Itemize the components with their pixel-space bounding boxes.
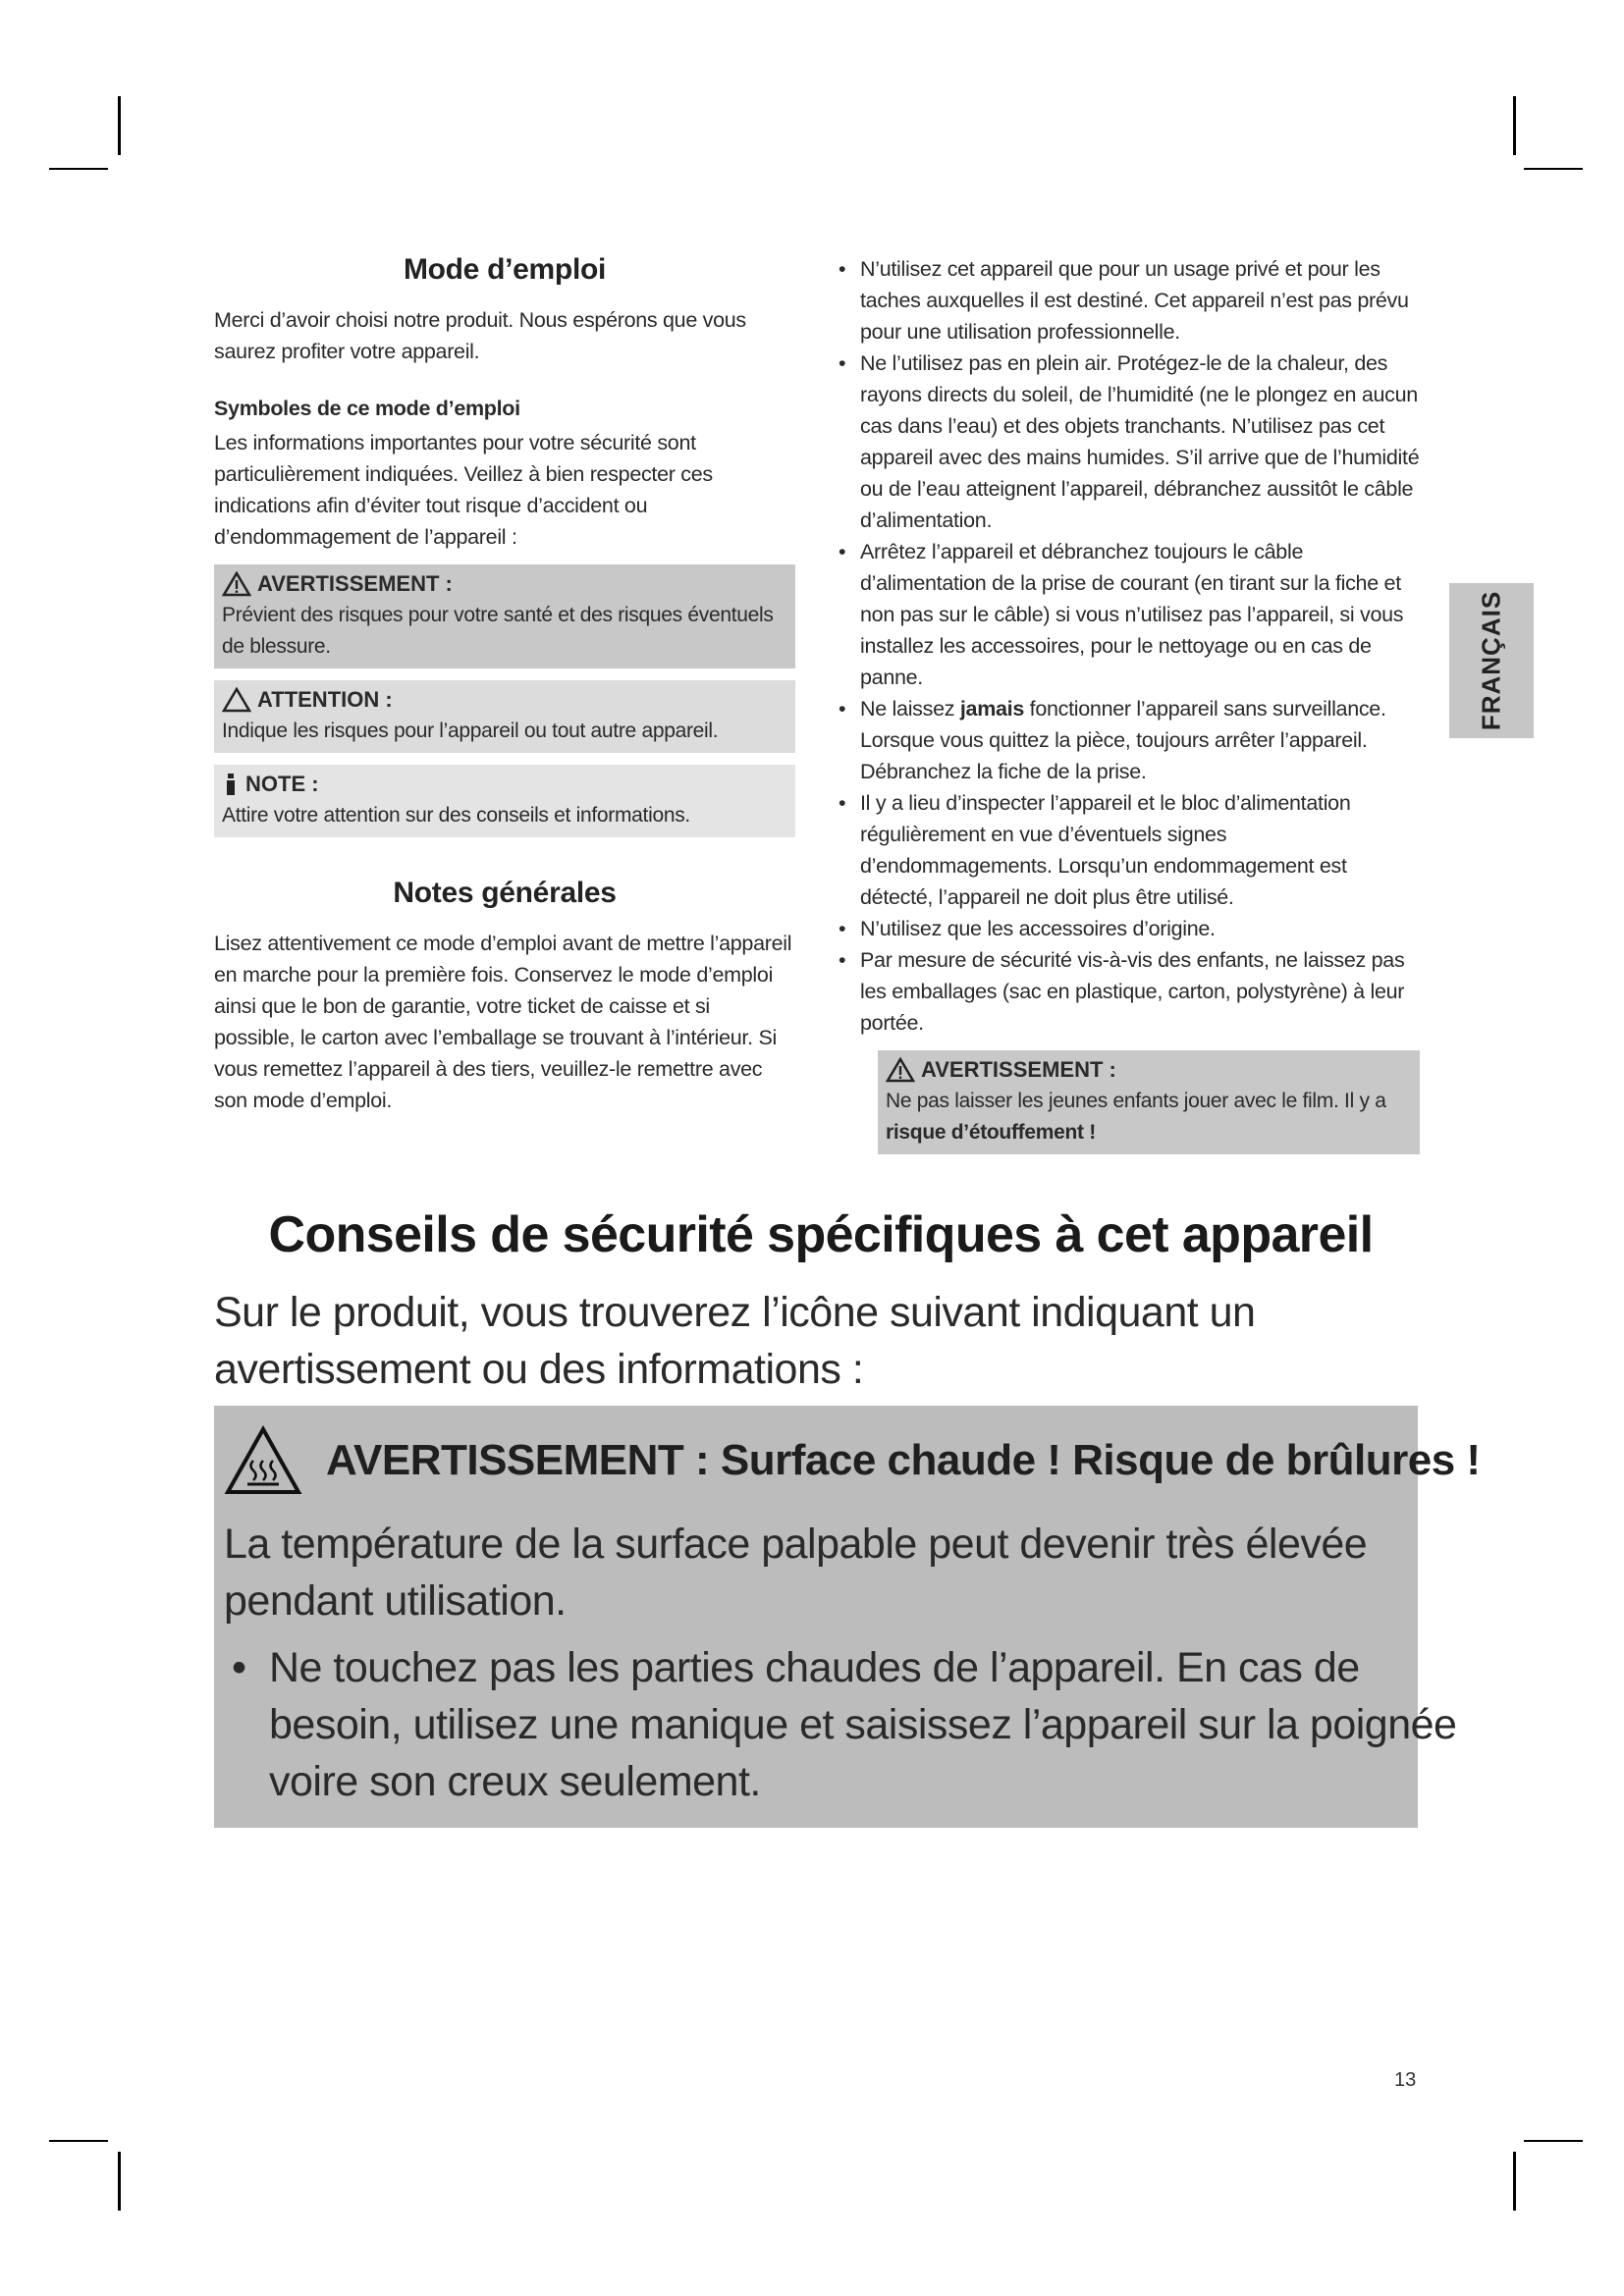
crop-mark — [49, 2140, 108, 2142]
note-head — [222, 769, 787, 800]
hot-surface-warning-box — [214, 1406, 1481, 1828]
language-label: FRANÇAIS — [1476, 590, 1506, 731]
list-item — [833, 693, 1420, 787]
crop-mark — [1513, 2152, 1516, 2211]
bullet-dot: • — [232, 1644, 246, 1691]
list-item: • N’utilisez que les accessoires d’origine. — [833, 913, 1420, 944]
mode-emploi-title: Mode d’emploi — [403, 253, 607, 286]
notes-generales-text: Lisez attentivement ce mode d’emploi avant de mettre l’appareil en marche pour la première fois. Conservez le mode d’emploi ainsi que le bon de garantie, votre ticket de caisse et si possible, le carton avec l’emballage se trouvant à l’intérieur. Si vous remettez l’appareil à des tiers, veuillez-le remettre avec son mode d’emploi. — [214, 932, 792, 1112]
crop-mark — [1524, 2140, 1583, 2142]
hot-surface-warning-head — [224, 1425, 1481, 1496]
right-warning-sentence: Ne pas laisser les jeunes enfants jouer avec le film. Il y a — [886, 1090, 1386, 1112]
hot-surface-warning-title: AVERTISSEMENT : Surface chaude ! Risque de brûlures ! — [326, 1436, 1481, 1484]
warning-box — [214, 564, 795, 668]
right-warning-box — [878, 1050, 1420, 1154]
hot-surface-warning-text: La température de la surface palpable peut devenir très élevée pendant utilisation. — [224, 1521, 1368, 1625]
attention-label: ATTENTION : — [257, 687, 393, 712]
attention-head — [222, 684, 787, 716]
left-column — [214, 253, 795, 1116]
note-box — [214, 765, 795, 837]
symbols-text: Les informations importantes pour votre sécurité sont particulièrement indiquées. Veillez à bien respecter ces indications afin d’éviter tout risque d’accident ou d’endommagement de l’appareil : — [214, 431, 713, 549]
list-item-text: fonctionner l’appareil sans surveillance. Lorsque vous quittez la pièce, toujours arrêter l’appareil. Débranchez la fiche de la prise. — [860, 697, 1386, 783]
note-text: Attire votre attention sur des conseils et informations. — [222, 804, 690, 827]
hot-surface-bullet-text: Ne touchez pas les parties chaudes de l’appareil. En cas de besoin, utilisez une manique et saisissez l’appareil sur la poignée voire son creux seulement. — [269, 1644, 1457, 1805]
crop-mark — [1513, 96, 1516, 155]
warning-triangle-icon — [886, 1057, 915, 1083]
list-item-emphasis: jamais — [959, 697, 1024, 721]
list-item: • Par mesure de sécurité vis-à-vis des enfants, ne laissez pas les emballages (sac en plastique, carton, polystyrène) à leur portée. — [833, 944, 1420, 1039]
crop-mark — [118, 2152, 121, 2211]
language-tab — [1449, 583, 1534, 738]
right-warning-text — [886, 1086, 1412, 1148]
attention-triangle-icon — [222, 687, 251, 713]
crop-mark — [118, 96, 121, 155]
attention-box — [214, 680, 795, 753]
notes-generales-title: Notes générales — [393, 877, 617, 909]
right-warning-emphasis: risque d’étouffement ! — [886, 1121, 1096, 1144]
attention-text: Indique les risques pour l’appareil ou tout autre appareil. — [222, 720, 719, 742]
list-item: • Ne l’utilisez pas en plein air. Protégez-le de la chaleur, des rayons directs du soleil, de l’humidité (ne le plongez en aucun cas dans l’eau) et des objets tranchants. N’utilisez pas cet appareil avec des mains humides. S’il arrive que de l’humidité ou de l’eau atteignent l’appareil, débranchez aussitôt le câble d’alimentation. — [833, 347, 1420, 536]
crop-mark — [49, 168, 108, 170]
right-column — [833, 253, 1420, 1154]
hot-surface-bullet — [224, 1639, 1457, 1810]
symbols-heading: Symboles de ce mode d’emploi — [214, 397, 520, 420]
crop-mark — [1524, 168, 1583, 170]
hot-surface-icon — [224, 1425, 302, 1496]
warning-head — [222, 568, 787, 600]
right-warning-label: AVERTISSEMENT : — [921, 1057, 1116, 1082]
note-label: NOTE : — [245, 772, 319, 796]
list-item-text: Ne laissez — [860, 697, 960, 721]
right-warning-head — [886, 1054, 1412, 1086]
securite-intro: Sur le produit, vous trouverez l’icône suivant indiquant un avertissement ou des informations : — [214, 1289, 1256, 1393]
warning-triangle-icon — [222, 571, 251, 597]
list-item: • Arrêtez l’appareil et débranchez toujours le câble d’alimentation de la prise de courant (en tirant sur la fiche et non pas sur le câble) si vous n’utilisez pas l’appareil, si vous installez les accessoires, pour le nettoyage ou en cas de panne. — [833, 536, 1420, 693]
list-item: • Il y a lieu d’inspecter l’appareil et le bloc d’alimentation régulièrement en vue d’éventuels signes d’endommagements. Lorsqu’un endommagement est détecté, l’appareil ne doit plus être utilisé. — [833, 787, 1420, 913]
securite-title: Conseils de sécurité spécifiques à cet appareil — [268, 1206, 1374, 1263]
warning-text: Prévient des risques pour votre santé et des risques éventuels de blessure. — [222, 604, 774, 658]
warning-label: AVERTISSEMENT : — [257, 571, 453, 596]
mode-emploi-intro: Merci d’avoir choisi notre produit. Nous espérons que vous saurez profiter votre appareil. — [214, 308, 746, 363]
list-item: • N’utilisez cet appareil que pour un usage privé et pour les taches auxquelles il est destiné. Cet appareil n’est pas prévu pour une utilisation professionnelle. — [833, 253, 1420, 347]
safety-list — [833, 253, 1420, 1039]
info-icon — [222, 772, 240, 797]
page-number: 13 — [1394, 2069, 1417, 2091]
